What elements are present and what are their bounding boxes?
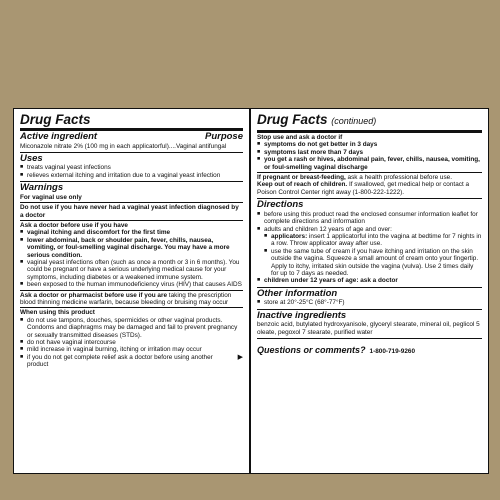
list-item: ■ vaginal yeast infections often (such as once a month or 3 in 6 months). You could be pregnant or have a serious underlying medical cause for your symptoms, including diabetes or a weakened immune system. [20,259,243,281]
warnings-heading: Warnings [20,182,64,194]
ask-pharmacist [20,292,243,307]
warnings-subheading: For vaginal use only [20,193,82,201]
list-item: ■ before using this product read the enclosed consumer information leaflet for complete directions and information [257,211,482,226]
list-item: ■ store at 20°-25°C (68°-77°F) [257,299,482,306]
uses-heading: Uses [20,152,43,164]
drug-facts-title: Drug Facts [257,112,328,127]
ask-pharmacist-bold: Ask a doctor or pharmacist before use if you are [20,291,168,299]
list-item: ■ mild increase in vaginal burning, itching or irritation may occur [20,346,243,353]
list-item: ■ treats vaginal yeast infections [20,164,243,171]
continued-label: (continued) [331,116,377,126]
list-item: ■ symptoms do not get better in 3 days [257,141,482,148]
continue-arrow-icon: ▶ [237,353,243,361]
heavy-divider [257,130,482,133]
other-information-heading: Other information [257,287,338,299]
phone-number: 1-800-719-9260 [369,348,416,356]
pregnant-bold: If pregnant or breast-feeding, [257,174,346,182]
inactive-ingredients-heading: Inactive ingredients [257,309,347,321]
list-item: ■ do not use tampons, douches, spermicides or other vaginal products. Condoms and diaphragms may be damaged and fail to prevent pregnancy or sexually transmitted diseases (STDs). [20,317,243,339]
when-using-heading: When using this product [20,309,95,317]
divider [20,202,243,203]
when-using-list [20,317,243,369]
directions-list [257,211,482,285]
list-item: ■ vaginal itching and discomfort for the first time [20,229,243,236]
drug-facts-title: Drug Facts [20,112,91,127]
directions-heading: Directions [257,199,304,211]
list-item: ■ relieves external itching and irritation due to a vaginal yeast infection [20,172,243,179]
active-ingredient-line: Miconazole nitrate 2% (100 mg in each applicatorful)....Vaginal antifungal [20,142,227,150]
stop-use-heading: Stop use and ask a doctor if [257,134,343,141]
list-item-text: if you do not get complete relief ask a doctor before using another product [27,353,213,369]
keep-out-of-reach [257,181,482,196]
pregnant-warning [257,174,482,181]
drug-facts-panel-right [250,108,489,474]
pregnant-rest: ask a health professional before use. [345,174,453,182]
list-item: ■ been exposed to the human immunodeficiency virus (HIV) that causes AIDS [20,281,243,288]
active-ingredient-header [20,132,243,143]
divider [20,307,243,308]
list-item: ■ lower abdominal, back or shoulder pain, fever, chills, nausea, vomiting, or foul-smelling vaginal discharge. You may have a more serious condition. [20,237,243,259]
keep-rest: If swallowed, get medical help or contact a Poison Control Center right away (1-800-222-1222). [257,181,470,196]
list-item: ■ adults and children 12 years of age and over: [257,226,482,233]
active-ingredient-heading: Active ingredient [20,131,98,142]
ask-doctor-list [20,229,243,288]
questions-line [257,340,482,358]
do-not-use: Do not use if you have never had a vaginal yeast infection diagnosed by a doctor [20,204,239,219]
divider [257,338,482,339]
drug-facts-title-continued [257,112,482,129]
questions-label: Questions or comments? [257,345,366,356]
list-item [257,233,482,248]
ask-pharmacist-rest: taking the prescription blood thinning medicine warfarin, because bleeding or bruising may occur [20,291,232,306]
inactive-ingredients-text: benzoic acid, butylated hydroxyanisole, glyceryl stearate, mineral oil, peglicol 5 oleate, pegoxol 7 stearate, purified water [257,321,480,336]
divider [257,172,482,173]
divider [20,290,243,291]
divider [20,220,243,221]
drug-facts-panel-left [13,108,250,474]
divider [20,152,243,153]
uses-list [20,164,243,179]
list-item [20,354,243,369]
list-item: ■ use the same tube of cream if you have itching and irritation on the skin outside the vagina. Squeeze a small amount of cream onto your fingertip. Apply to itchy, irritated skin outside the vagina (vulva). Use 2 times daily for up to 7 days as needed. [257,248,482,278]
other-information-list [257,299,482,306]
list-item: ■ do not have vaginal intercourse [20,339,243,346]
keep-bold: Keep out of reach of children. [257,181,348,189]
applicators-label: applicators: [271,232,308,240]
purpose-heading: Purpose [204,131,243,142]
list-item: ■ symptoms last more than 7 days [257,149,482,156]
list-item: ■ you get a rash or hives, abdominal pain, fever, chills, nausea, vomiting, or foul-smelling vaginal discharge [257,156,482,171]
ask-doctor-heading: Ask a doctor before use if you have [20,221,128,229]
stop-use-list [257,141,482,171]
list-item: ■ children under 12 years of age: ask a doctor [257,277,482,284]
applicators-text: insert 1 applicatorful into the vagina at bedtime for 7 nights in a row. Throw applicator away after use. [271,232,482,248]
